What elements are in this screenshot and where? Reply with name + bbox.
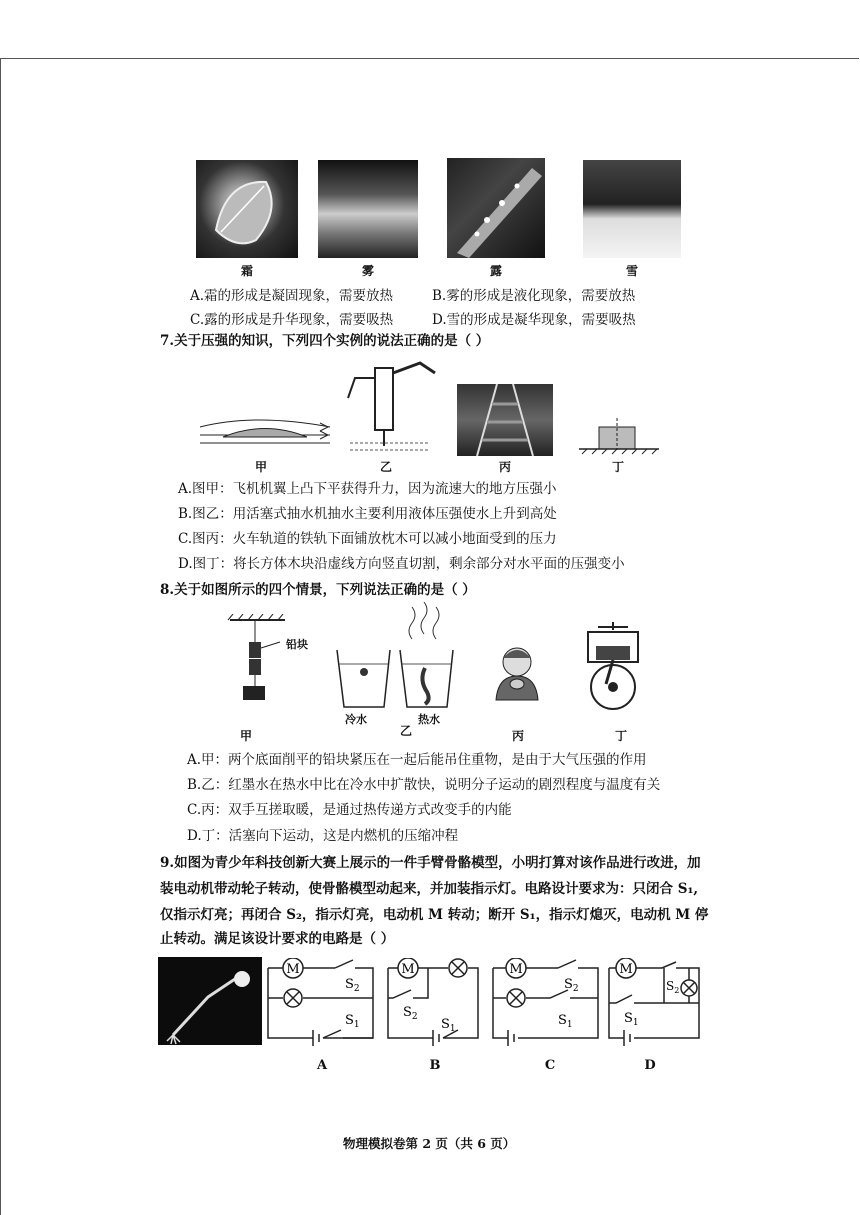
frost-photo <box>196 160 298 258</box>
s1-label: $S_1$ <box>624 1011 639 1028</box>
s2-label: $S_2$ <box>564 977 579 994</box>
railway-track-icon <box>457 384 553 456</box>
q7-caption-ding: 丁 <box>611 460 624 474</box>
q8-option-a: A.甲：两个底面削平的铅块紧压在一起后能吊住重物，是由于大气压强的作用 <box>187 752 647 768</box>
q8-option-b: B.乙：红墨水在热水中比在冷水中扩散快，说明分子运动的剧烈程度与温度有关 <box>187 777 661 793</box>
q7-option-c: C.图丙：火车轨道的铁轨下面铺放枕木可以减小地面受到的压力 <box>178 531 557 547</box>
s1-label: $S_1$ <box>441 1017 456 1034</box>
airfoil-figure <box>195 415 335 455</box>
motor-label: M <box>509 962 523 977</box>
q8-caption-jia: 甲 <box>239 729 252 743</box>
q9-line-4: 止转动。满足该设计要求的电路是（ ） <box>160 931 395 947</box>
railway-photo <box>457 384 553 456</box>
page-footer: 物理模拟卷第 2 页（共 6 页） <box>343 1136 516 1151</box>
q8-stem: 8.关于如图所示的四个情景，下列说法正确的是（ ） <box>160 582 476 598</box>
q7-caption-yi: 乙 <box>379 460 392 474</box>
circuit-a <box>263 958 378 1046</box>
s2-label: $S_2$ <box>403 1005 418 1022</box>
circuit-c <box>488 958 603 1046</box>
q6-option-c: C.露的形成是升华现象，需要吸热 <box>190 312 394 328</box>
q7-option-a: A.图甲：飞机机翼上凸下平获得升力，因为流速大的地方压强小 <box>178 481 557 497</box>
circuit-label-d: D <box>644 1058 656 1073</box>
block-figure <box>574 410 664 460</box>
q8-option-c: C.丙：双手互搓取暖，是通过热传递方式改变手的内能 <box>187 802 512 818</box>
engine-figure <box>578 622 648 714</box>
q6-option-a: A.霜的形成是凝固现象，需要放热 <box>190 288 394 304</box>
circuit-b <box>383 958 483 1048</box>
caption-snow: 雪 <box>625 264 638 278</box>
q8-caption-bing: 丙 <box>511 729 524 743</box>
pump-figure <box>340 358 440 458</box>
frost-leaf-icon <box>196 160 298 258</box>
q7-option-d: D.图丁：将长方体木块沿虚线方向竖直切割，剩余部分对水平面的压强变小 <box>178 556 625 572</box>
circuit-label-a: A <box>316 1058 328 1073</box>
s1-label: $S_1$ <box>345 1013 360 1030</box>
q7-stem: 7.关于压强的知识，下列四个实例的说法正确的是（ ） <box>160 333 490 349</box>
q8-option-d: D.丁：活塞向下运动，这是内燃机的压缩冲程 <box>187 828 459 844</box>
circuit-label-c: C <box>544 1058 556 1073</box>
q8-caption-yi: 乙 <box>399 724 412 738</box>
q7-caption-bing: 丙 <box>498 460 511 474</box>
motor-label: M <box>286 962 300 977</box>
s2-label: $S_2$ <box>345 977 360 994</box>
s1-label: $S_1$ <box>558 1013 573 1030</box>
q6-option-d: D.雪的形成是凝华现象，需要吸热 <box>432 312 636 328</box>
q9-line-2: 装电动机带动轮子转动，使骨骼模型动起来，并加装指示灯。电路设计要求为：只闭合 S₁, <box>160 881 699 897</box>
lead-block-label: 铅块 <box>286 638 308 651</box>
q9-line-1: 9.如图为青少年科技创新大赛上展示的一件手臂骨骼模型，小明打算对该作品进行改进，加 <box>160 855 701 871</box>
fog-photo <box>318 160 418 258</box>
caption-fog: 雾 <box>361 264 374 278</box>
dew-blade-icon <box>447 158 545 258</box>
arm-skeleton-photo <box>158 957 262 1045</box>
q7-option-b: B.图乙：用活塞式抽水机抽水主要利用液体压强使水上升到高处 <box>178 506 557 522</box>
q7-caption-jia: 甲 <box>254 460 267 474</box>
circuit-d <box>604 958 704 1046</box>
cold-water-label: 冷水 <box>345 713 367 726</box>
caption-dew: 露 <box>489 264 502 278</box>
s2-label: $S_2$ <box>666 979 680 995</box>
snow-photo <box>583 160 681 258</box>
motor-label: M <box>401 962 415 977</box>
arm-skeleton-icon <box>158 957 262 1045</box>
motor-label: M <box>619 962 633 977</box>
lead-blocks-figure <box>225 614 295 714</box>
dew-photo <box>447 158 545 258</box>
hot-water-label: 热水 <box>418 713 440 726</box>
q6-option-b: B.雾的形成是液化现象，需要放热 <box>432 288 636 304</box>
caption-frost: 霜 <box>240 264 253 278</box>
q8-caption-ding: 丁 <box>614 729 627 743</box>
diffusion-figure <box>332 602 457 712</box>
child-rubbing-hands-figure <box>490 642 545 702</box>
q9-line-3: 仅指示灯亮；再闭合 S₂，指示灯亮，电动机 M 转动；断开 S₁，指示灯熄灭，电动机 M 停 <box>160 907 709 923</box>
circuit-label-b: B <box>429 1058 441 1073</box>
